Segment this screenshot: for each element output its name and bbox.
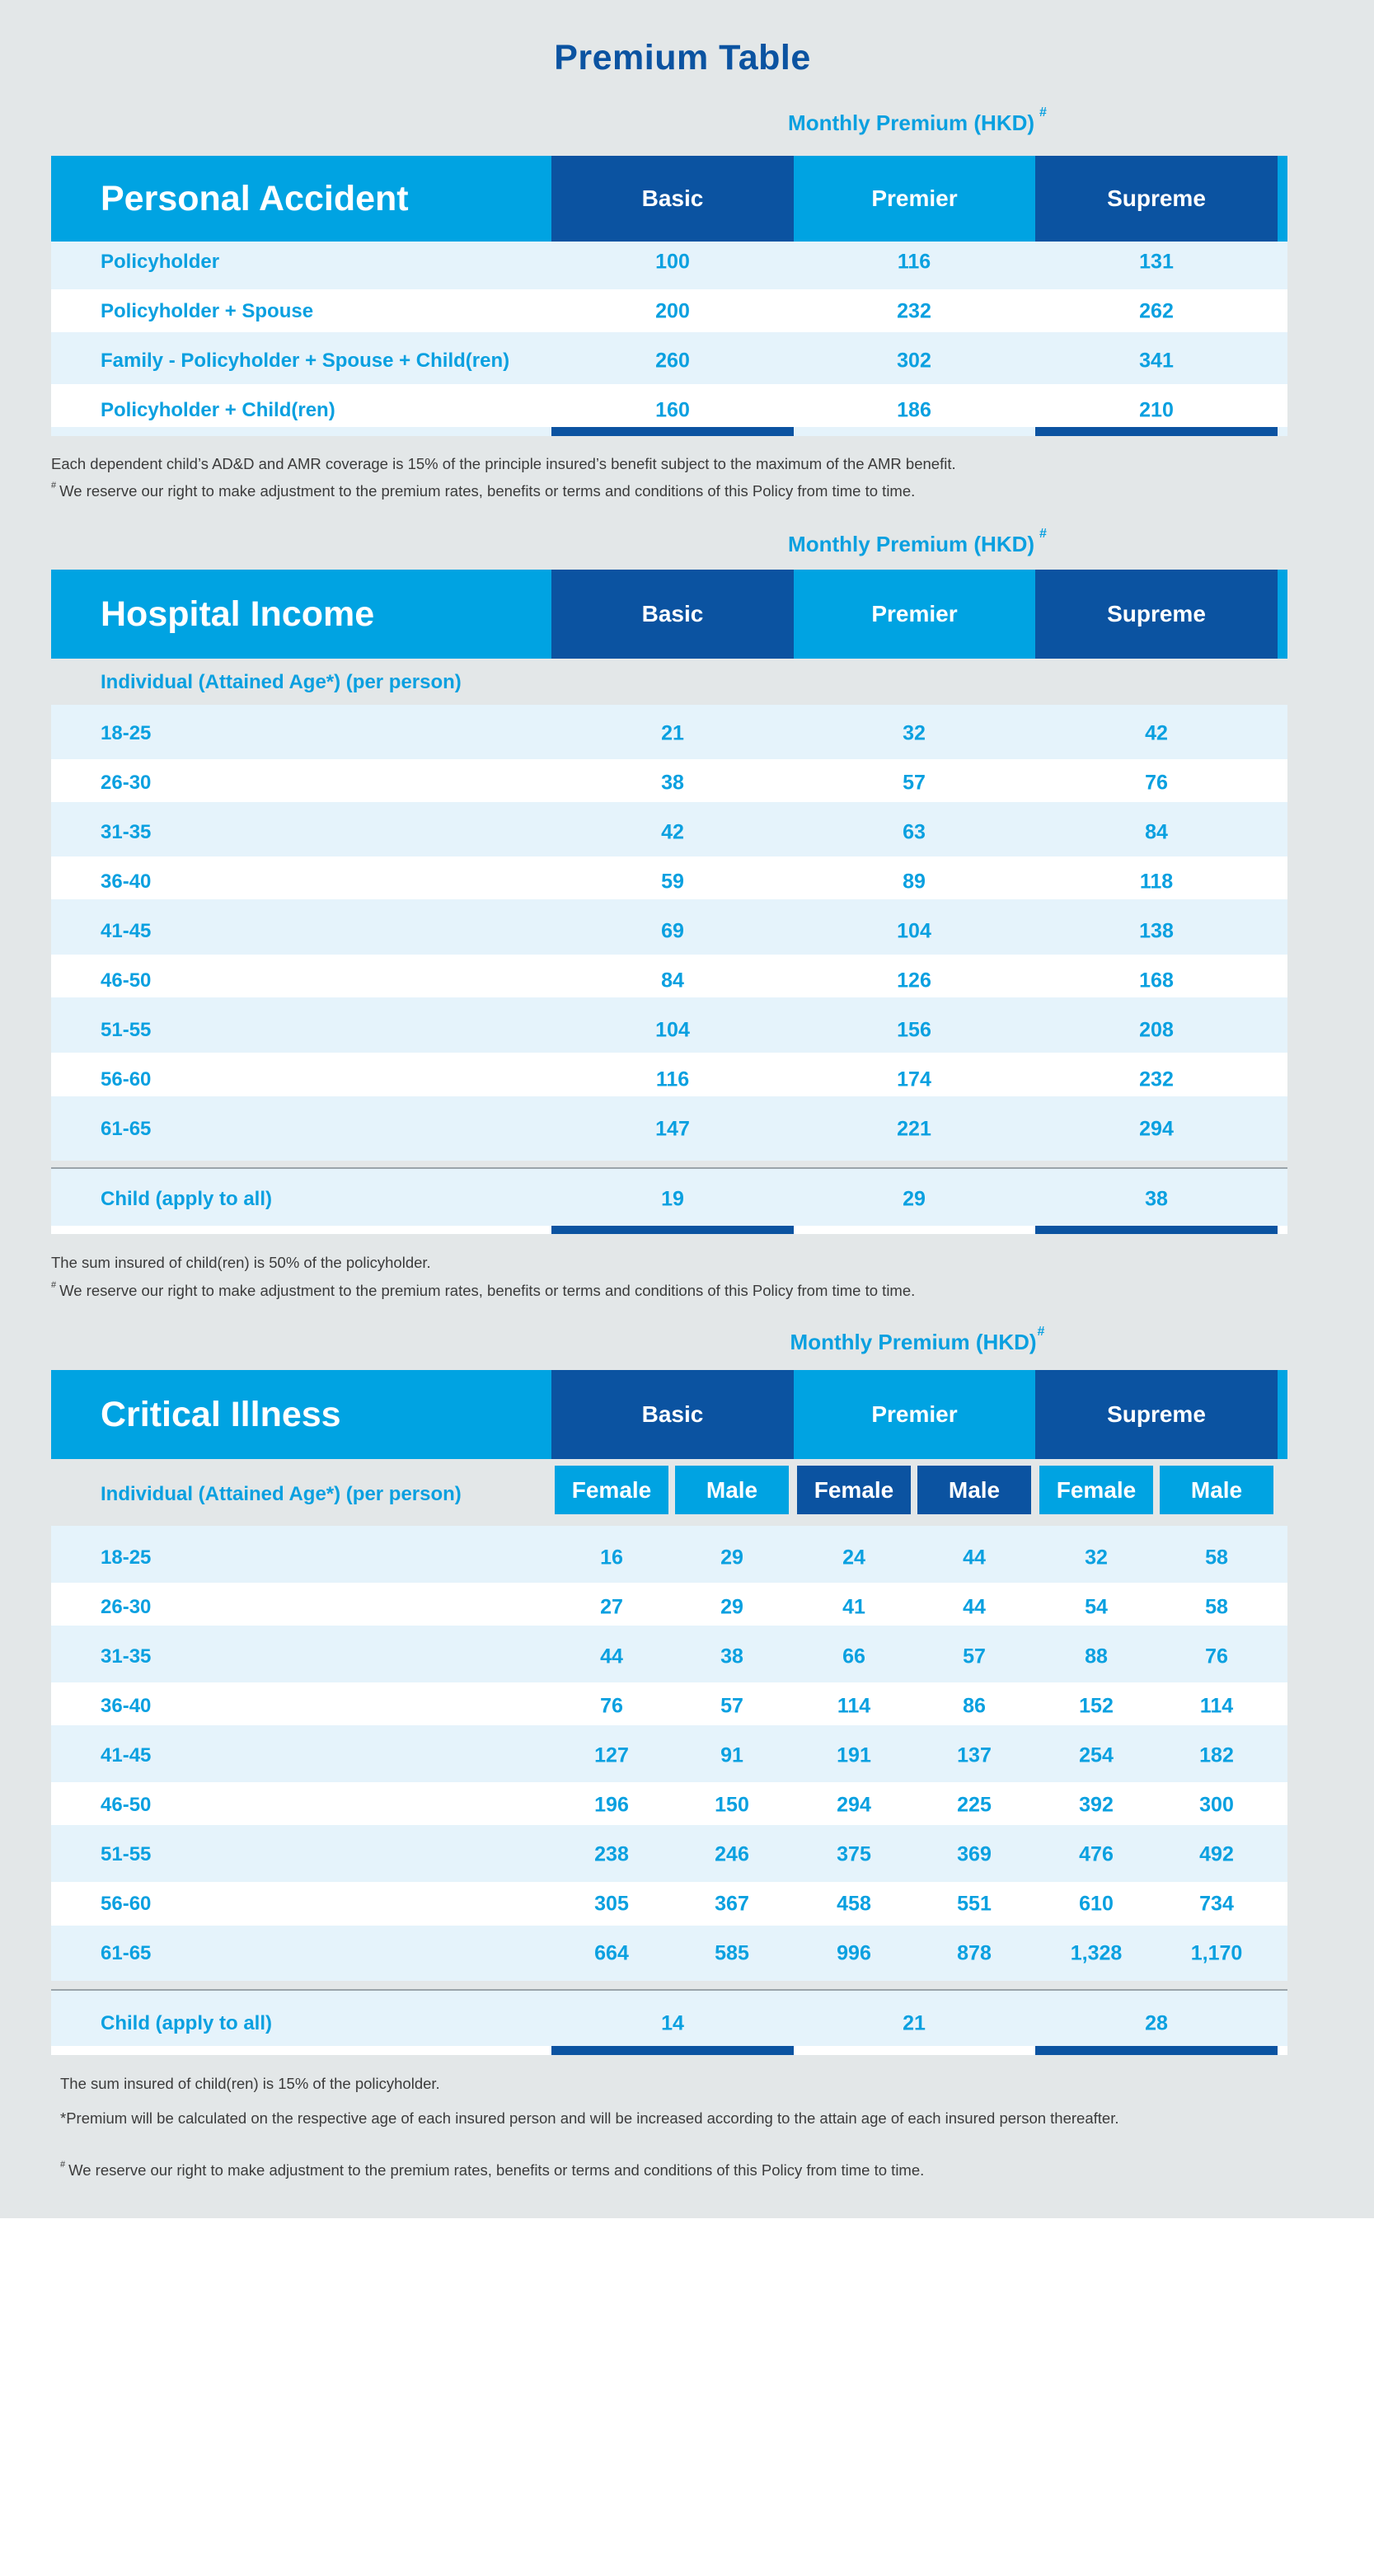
row-label: 18-25: [101, 1546, 152, 1569]
premier-value: 186: [897, 398, 931, 422]
ci-col-basic: Basic: [551, 1370, 794, 1459]
premier-value: 21: [903, 2011, 926, 2035]
supreme-male-value: 1,170: [1190, 1941, 1243, 1965]
note-text: We reserve our right to make adjustment to the premium rates, benefits or terms and conditions of this Policy from time to time.: [59, 1282, 916, 1299]
pa-supreme-bottom-bar: [1035, 427, 1278, 436]
row-label: 41-45: [101, 920, 152, 942]
basic-value: 69: [661, 919, 684, 943]
pa-monthly-premium-text: Monthly Premium (HKD): [788, 110, 1035, 135]
basic-male-value: 57: [720, 1694, 743, 1718]
basic-female-value: 44: [600, 1645, 623, 1668]
row-label: 46-50: [101, 969, 152, 992]
pa-note-coverage: [51, 455, 956, 473]
premier-value: 126: [897, 969, 931, 992]
supreme-value: 341: [1139, 349, 1174, 373]
ci-note-premium-age: [60, 2108, 1288, 2128]
premier-female-value: 458: [837, 1892, 871, 1916]
premier-value: 174: [897, 1067, 931, 1091]
hi-basic-bottom-bar: [551, 1226, 794, 1234]
note-text: We reserve our right to make adjustment to the premium rates, benefits or terms and conditions of this Policy from time to time.: [59, 482, 916, 500]
row-label: 26-30: [101, 1596, 152, 1618]
row-label: 61-65: [101, 1118, 152, 1140]
premier-male-value: 44: [963, 1595, 986, 1619]
premier-value: 29: [903, 1187, 926, 1211]
basic-value: 200: [655, 299, 690, 323]
ci-monthly-premium-text: Monthly Premium (HKD): [790, 1330, 1037, 1354]
supreme-value: 118: [1139, 870, 1174, 894]
row-label: 61-65: [101, 1942, 152, 1964]
row-label: Child (apply to all): [101, 2012, 272, 2034]
hash-mark: #: [51, 481, 57, 490]
ci-table-title: Critical Illness: [101, 1394, 341, 1434]
row-label: 36-40: [101, 870, 152, 893]
basic-male-value: 150: [715, 1793, 749, 1817]
basic-male-value: 367: [715, 1892, 749, 1916]
basic-female-value: 76: [600, 1694, 623, 1718]
ci-basic-male-header: Male: [675, 1466, 789, 1514]
ci-supreme-male-header: Male: [1160, 1466, 1273, 1514]
supreme-value: 131: [1139, 250, 1174, 274]
ci-basic-female-header: Female: [555, 1466, 668, 1514]
premier-female-value: 996: [837, 1941, 871, 1965]
ci-supreme-bottom-bar: [1035, 2046, 1278, 2055]
basic-value: 59: [661, 870, 684, 894]
hi-note-reserve: [51, 1282, 915, 1300]
basic-female-value: 238: [594, 1842, 629, 1866]
supreme-value: 232: [1139, 1067, 1174, 1091]
pa-col-basic: Basic: [551, 156, 794, 242]
note-text: We reserve our right to make adjustment to the premium rates, benefits or terms and conditions of this Policy from time to time.: [68, 2161, 925, 2179]
pa-monthly-premium-label: [670, 106, 1165, 136]
supreme-female-value: 152: [1079, 1694, 1114, 1718]
basic-male-value: 246: [715, 1842, 749, 1866]
basic-value: 14: [661, 2011, 684, 2035]
supreme-value: 208: [1139, 1018, 1174, 1042]
premier-female-value: 375: [837, 1842, 871, 1866]
basic-male-value: 585: [715, 1941, 749, 1965]
premier-male-value: 86: [963, 1694, 986, 1718]
premier-male-value: 137: [957, 1743, 992, 1767]
basic-value: 38: [661, 771, 684, 795]
pa-col-supreme: Supreme: [1035, 156, 1278, 242]
pa-hash-mark: #: [1039, 106, 1047, 120]
hi-note-child: [51, 1254, 431, 1272]
hi-subheader: Individual (Attained Age*) (per person): [101, 671, 462, 693]
basic-male-value: 29: [720, 1546, 743, 1570]
premier-female-value: 191: [837, 1743, 871, 1767]
basic-male-value: 91: [720, 1743, 743, 1767]
hi-col-basic: Basic: [551, 570, 794, 659]
row-label: 56-60: [101, 1068, 152, 1091]
hi-col-premier: Premier: [794, 570, 1035, 659]
hi-monthly-premium-text: Monthly Premium (HKD): [788, 532, 1035, 556]
supreme-female-value: 392: [1079, 1793, 1114, 1817]
note-text: Each dependent child’s AD&D and AMR coverage is 15% of the principle insured’s benefit subject to the maximum of the AMR benefit.: [51, 455, 956, 472]
row-label: 56-60: [101, 1893, 152, 1915]
supreme-value: 210: [1139, 398, 1174, 422]
premier-value: 302: [897, 349, 931, 373]
supreme-male-value: 734: [1199, 1892, 1234, 1916]
basic-value: 100: [655, 250, 690, 274]
row-label: Policyholder + Child(ren): [101, 399, 335, 421]
ci-subheader: Individual (Attained Age*) (per person): [101, 1483, 462, 1505]
row-label: Policyholder: [101, 251, 220, 273]
premier-male-value: 44: [963, 1546, 986, 1570]
row-label: 51-55: [101, 1843, 152, 1865]
basic-female-value: 16: [600, 1546, 623, 1570]
premier-male-value: 369: [957, 1842, 992, 1866]
note-text: The sum insured of child(ren) is 15% of the policyholder.: [60, 2075, 440, 2092]
supreme-female-value: 1,328: [1070, 1941, 1123, 1965]
basic-value: 21: [661, 721, 684, 745]
note-text: The sum insured of child(ren) is 50% of the policyholder.: [51, 1254, 431, 1271]
row-label: 46-50: [101, 1794, 152, 1816]
premier-value: 221: [897, 1117, 931, 1141]
supreme-value: 38: [1145, 1187, 1168, 1211]
ci-col-supreme: Supreme: [1035, 1370, 1278, 1459]
ci-premier-male-header: Male: [917, 1466, 1031, 1514]
supreme-male-value: 76: [1205, 1645, 1228, 1668]
premier-female-value: 294: [837, 1793, 871, 1817]
basic-value: 160: [655, 398, 690, 422]
ci-supreme-female-header: Female: [1039, 1466, 1153, 1514]
ci-table-header: [51, 1370, 1287, 1459]
basic-value: 19: [661, 1187, 684, 1211]
supreme-male-value: 58: [1205, 1546, 1228, 1570]
premier-value: 32: [903, 721, 926, 745]
ci-note-reserve: [60, 2161, 924, 2180]
basic-value: 104: [655, 1018, 690, 1042]
supreme-female-value: 32: [1085, 1546, 1108, 1570]
pa-table-title: Personal Accident: [101, 178, 409, 218]
premier-value: 63: [903, 820, 926, 844]
premier-male-value: 57: [963, 1645, 986, 1668]
premier-female-value: 41: [842, 1595, 865, 1619]
ci-col-premier: Premier: [794, 1370, 1035, 1459]
pa-note-reserve: [51, 482, 915, 500]
basic-male-value: 38: [720, 1645, 743, 1668]
row-label: 51-55: [101, 1019, 152, 1041]
pa-col-premier: Premier: [794, 156, 1035, 242]
hash-mark: #: [60, 2160, 66, 2170]
premier-value: 57: [903, 771, 926, 795]
ci-premier-female-header: Female: [797, 1466, 911, 1514]
row-label: 31-35: [101, 1645, 152, 1668]
supreme-value: 168: [1139, 969, 1174, 992]
basic-female-value: 196: [594, 1793, 629, 1817]
supreme-value: 42: [1145, 721, 1168, 745]
ci-note-child: [60, 2075, 440, 2093]
basic-female-value: 664: [594, 1941, 629, 1965]
supreme-value: 84: [1145, 820, 1168, 844]
supreme-value: 138: [1139, 919, 1174, 943]
page-title: Premium Table: [554, 38, 811, 77]
premier-male-value: 225: [957, 1793, 992, 1817]
basic-value: 84: [661, 969, 684, 992]
ci-basic-bottom-bar: [551, 2046, 794, 2055]
row-label: 18-25: [101, 722, 152, 744]
premier-value: 232: [897, 299, 931, 323]
supreme-female-value: 54: [1085, 1595, 1108, 1619]
hash-mark: #: [51, 1280, 57, 1290]
row-label: 36-40: [101, 1695, 152, 1717]
row-label: Policyholder + Spouse: [101, 300, 314, 322]
basic-value: 42: [661, 820, 684, 844]
pa-table-header: [51, 156, 1287, 242]
row-label: Family - Policyholder + Spouse + Child(ren): [101, 350, 510, 372]
supreme-value: 294: [1139, 1117, 1174, 1141]
supreme-male-value: 182: [1199, 1743, 1234, 1767]
hi-col-supreme: Supreme: [1035, 570, 1278, 659]
premier-male-value: 878: [957, 1941, 992, 1965]
pa-basic-bottom-bar: [551, 427, 794, 436]
basic-value: 260: [655, 349, 690, 373]
supreme-male-value: 492: [1199, 1842, 1234, 1866]
supreme-value: 76: [1145, 771, 1168, 795]
supreme-value: 28: [1145, 2011, 1168, 2035]
supreme-male-value: 58: [1205, 1595, 1228, 1619]
premier-female-value: 24: [842, 1546, 865, 1570]
premier-male-value: 551: [957, 1892, 992, 1916]
basic-value: 147: [655, 1117, 690, 1141]
supreme-female-value: 610: [1079, 1892, 1114, 1916]
hi-hash-mark: #: [1039, 527, 1047, 541]
row-label: 26-30: [101, 772, 152, 794]
hi-table-header: [51, 570, 1287, 659]
supreme-female-value: 476: [1079, 1842, 1114, 1866]
ci-hash-mark: #: [1037, 1325, 1045, 1339]
ci-monthly-premium-label: [670, 1325, 1165, 1355]
premier-value: 104: [897, 919, 931, 943]
hi-table-title: Hospital Income: [101, 594, 375, 634]
supreme-female-value: 254: [1079, 1743, 1114, 1767]
supreme-male-value: 114: [1199, 1694, 1234, 1718]
basic-female-value: 127: [594, 1743, 629, 1767]
row-label: 41-45: [101, 1744, 152, 1767]
row-label: Child (apply to all): [101, 1188, 272, 1210]
hi-monthly-premium-label: [670, 527, 1165, 557]
premier-female-value: 114: [837, 1694, 871, 1718]
hi-supreme-bottom-bar: [1035, 1226, 1278, 1234]
supreme-female-value: 88: [1085, 1645, 1108, 1668]
basic-female-value: 27: [600, 1595, 623, 1619]
basic-female-value: 305: [594, 1892, 629, 1916]
note-text: *Premium will be calculated on the respective age of each insured person and will be increased according to the attain age of each insured person thereafter.: [60, 2109, 1119, 2127]
premier-value: 156: [897, 1018, 931, 1042]
basic-male-value: 29: [720, 1595, 743, 1619]
basic-value: 116: [655, 1067, 690, 1091]
premier-value: 89: [903, 870, 926, 894]
premier-value: 116: [897, 250, 931, 274]
premier-female-value: 66: [842, 1645, 865, 1668]
supreme-male-value: 300: [1199, 1793, 1234, 1817]
supreme-value: 262: [1139, 299, 1174, 323]
row-label: 31-35: [101, 821, 152, 843]
